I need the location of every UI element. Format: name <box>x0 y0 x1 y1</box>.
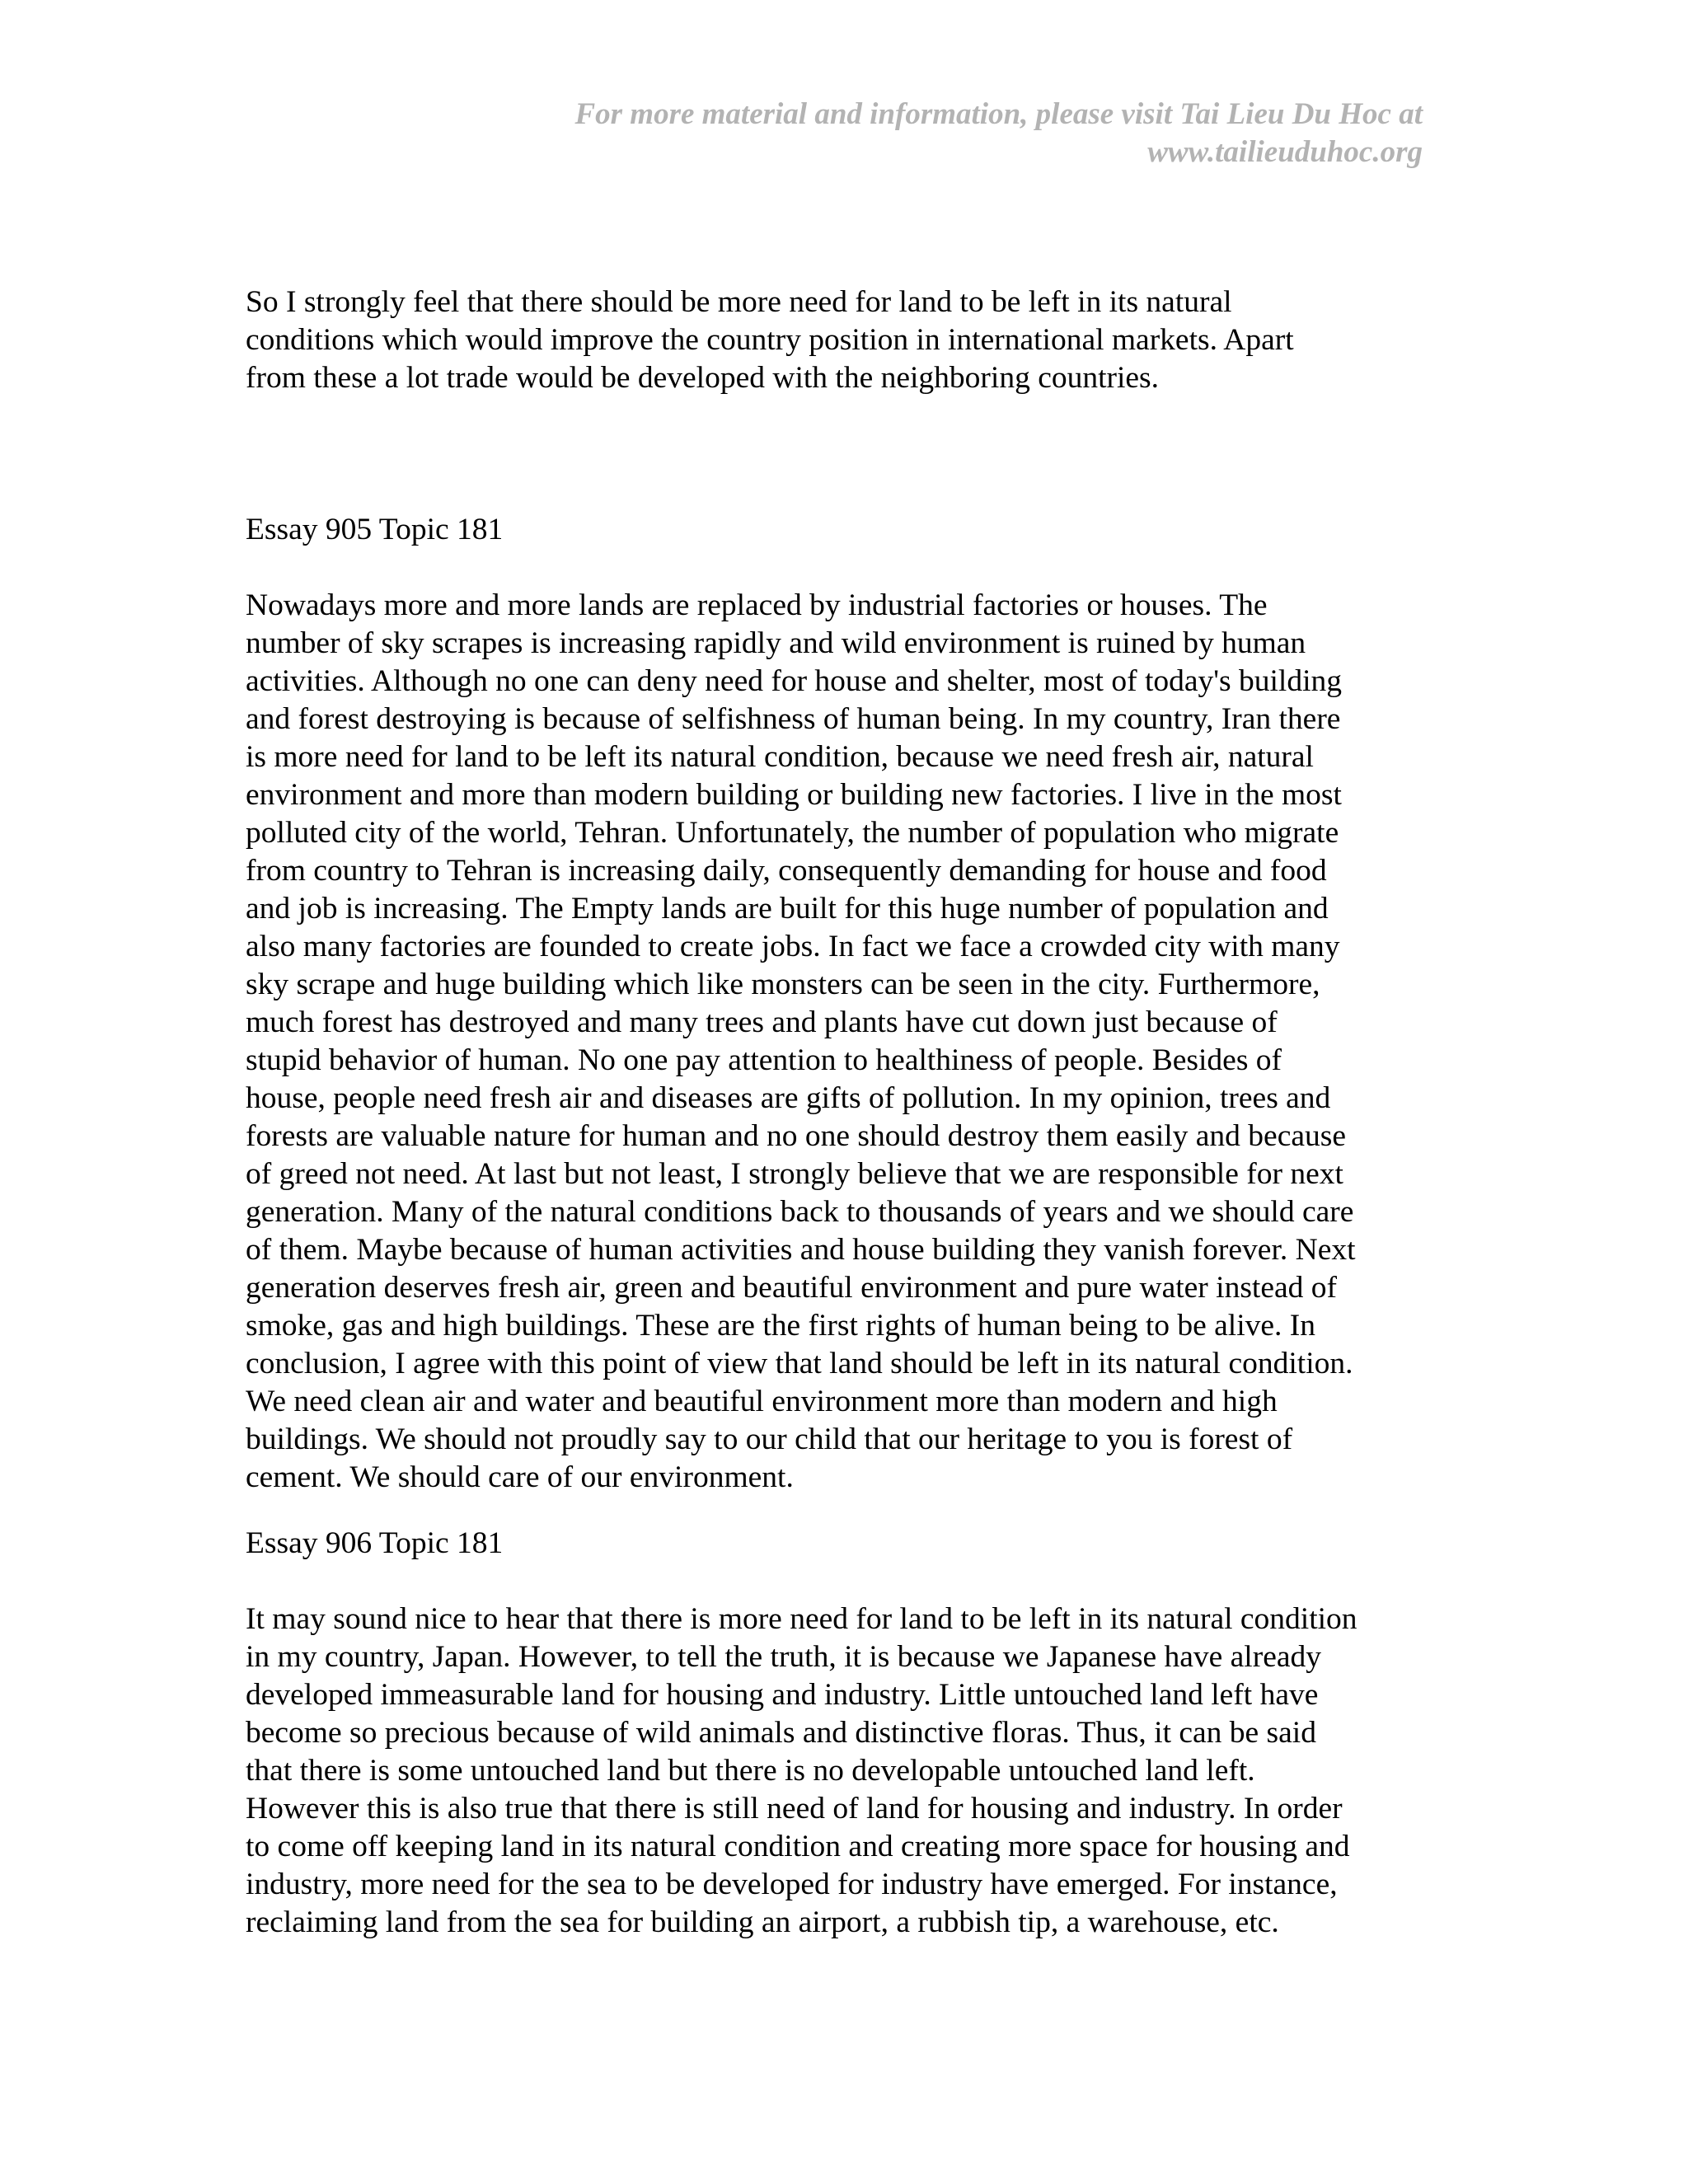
text-line: developed immeasurable land for housing and industry. Little untouched land left have <box>246 1678 1319 1712</box>
text-line: Essay 905 Topic 181 <box>246 513 504 546</box>
text-line: polluted city of the world, Tehran. Unfortunately, the number of population who migrate <box>246 816 1339 850</box>
text-line: is more need for land to be left its natural condition, because we need fresh air, natural <box>246 740 1314 774</box>
text-line: become so precious because of wild animals and distinctive floras. Thus, it can be said <box>246 1716 1316 1750</box>
header-line-1: For more material and information, please visit Tai Lieu Du Hoc at <box>574 97 1423 131</box>
text-line: house, people need fresh air and diseases are gifts of pollution. In my opinion, trees and <box>246 1081 1331 1115</box>
page-header <box>495 96 1423 171</box>
text-line: activities. Although no one can deny need for house and shelter, most of today's building <box>246 664 1342 698</box>
text-line: We need clean air and water and beautiful environment more than modern and high <box>246 1385 1278 1418</box>
text-line: in my country, Japan. However, to tell the truth, it is because we Japanese have already <box>246 1640 1321 1674</box>
text-line: cement. We should care of our environment. <box>246 1460 794 1494</box>
text-line: forests are valuable nature for human and no one should destroy them easily and because <box>246 1119 1346 1153</box>
essay-905-body <box>246 587 1356 1497</box>
text-line: However this is also true that there is still need of land for housing and industry. In order <box>246 1792 1343 1825</box>
text-line: much forest has destroyed and many trees and plants have cut down just because of <box>246 1005 1278 1039</box>
text-line: generation deserves fresh air, green and beautiful environment and pure water instead of <box>246 1271 1337 1305</box>
text-line: Nowadays more and more lands are replaced by industrial factories or houses. The <box>246 588 1268 622</box>
text-line: and forest destroying is because of selfishness of human being. In my country, Iran there <box>246 702 1341 736</box>
text-line: conclusion, I agree with this point of view that land should be left in its natural condition. <box>246 1347 1353 1380</box>
text-line: It may sound nice to hear that there is more need for land to be left in its natural condition <box>246 1602 1357 1636</box>
essay-905-heading <box>246 511 503 549</box>
text-line: industry, more need for the sea to be developed for industry have emerged. For instance, <box>246 1868 1338 1901</box>
paragraph-intro-conclusion <box>246 284 1294 397</box>
text-line: and job is increasing. The Empty lands are built for this huge number of population and <box>246 892 1329 926</box>
text-line: from country to Tehran is increasing daily, consequently demanding for house and food <box>246 854 1327 888</box>
text-line: also many factories are founded to create jobs. In fact we face a crowded city with many <box>246 930 1340 963</box>
text-line: sky scrape and huge building which like monsters can be seen in the city. Furthermore, <box>246 968 1320 1001</box>
text-line: from these a lot trade would be developed with the neighboring countries. <box>246 361 1160 395</box>
text-line: smoke, gas and high buildings. These are the first rights of human being to be alive. In <box>246 1309 1315 1343</box>
text-line: that there is some untouched land but there is no developable untouched land left. <box>246 1754 1255 1788</box>
text-line: of greed not need. At last but not least, I strongly believe that we are responsible for next <box>246 1157 1343 1191</box>
text-line: generation. Many of the natural conditions back to thousands of years and we should care <box>246 1195 1354 1229</box>
text-line: Essay 906 Topic 181 <box>246 1526 504 1560</box>
essay-906-body <box>246 1601 1357 1942</box>
text-line: number of sky scrapes is increasing rapidly and wild environment is ruined by human <box>246 626 1306 660</box>
text-line: conditions which would improve the country position in international markets. Apart <box>246 323 1294 357</box>
text-line: So I strongly feel that there should be more need for land to be left in its natural <box>246 285 1232 319</box>
essay-906-heading <box>246 1525 503 1563</box>
text-line: stupid behavior of human. No one pay attention to healthiness of people. Besides of <box>246 1043 1282 1077</box>
text-line: of them. Maybe because of human activities and house building they vanish forever. Next <box>246 1233 1356 1267</box>
header-line-2: www.tailieuduhoc.org <box>1147 135 1423 169</box>
text-line: buildings. We should not proudly say to our child that our heritage to you is forest of <box>246 1422 1293 1456</box>
text-line: reclaiming land from the sea for building an airport, a rubbish tip, a warehouse, etc. <box>246 1905 1279 1939</box>
text-line: to come off keeping land in its natural condition and creating more space for housing and <box>246 1830 1350 1863</box>
text-line: environment and more than modern building or building new factories. I live in the most <box>246 778 1342 812</box>
